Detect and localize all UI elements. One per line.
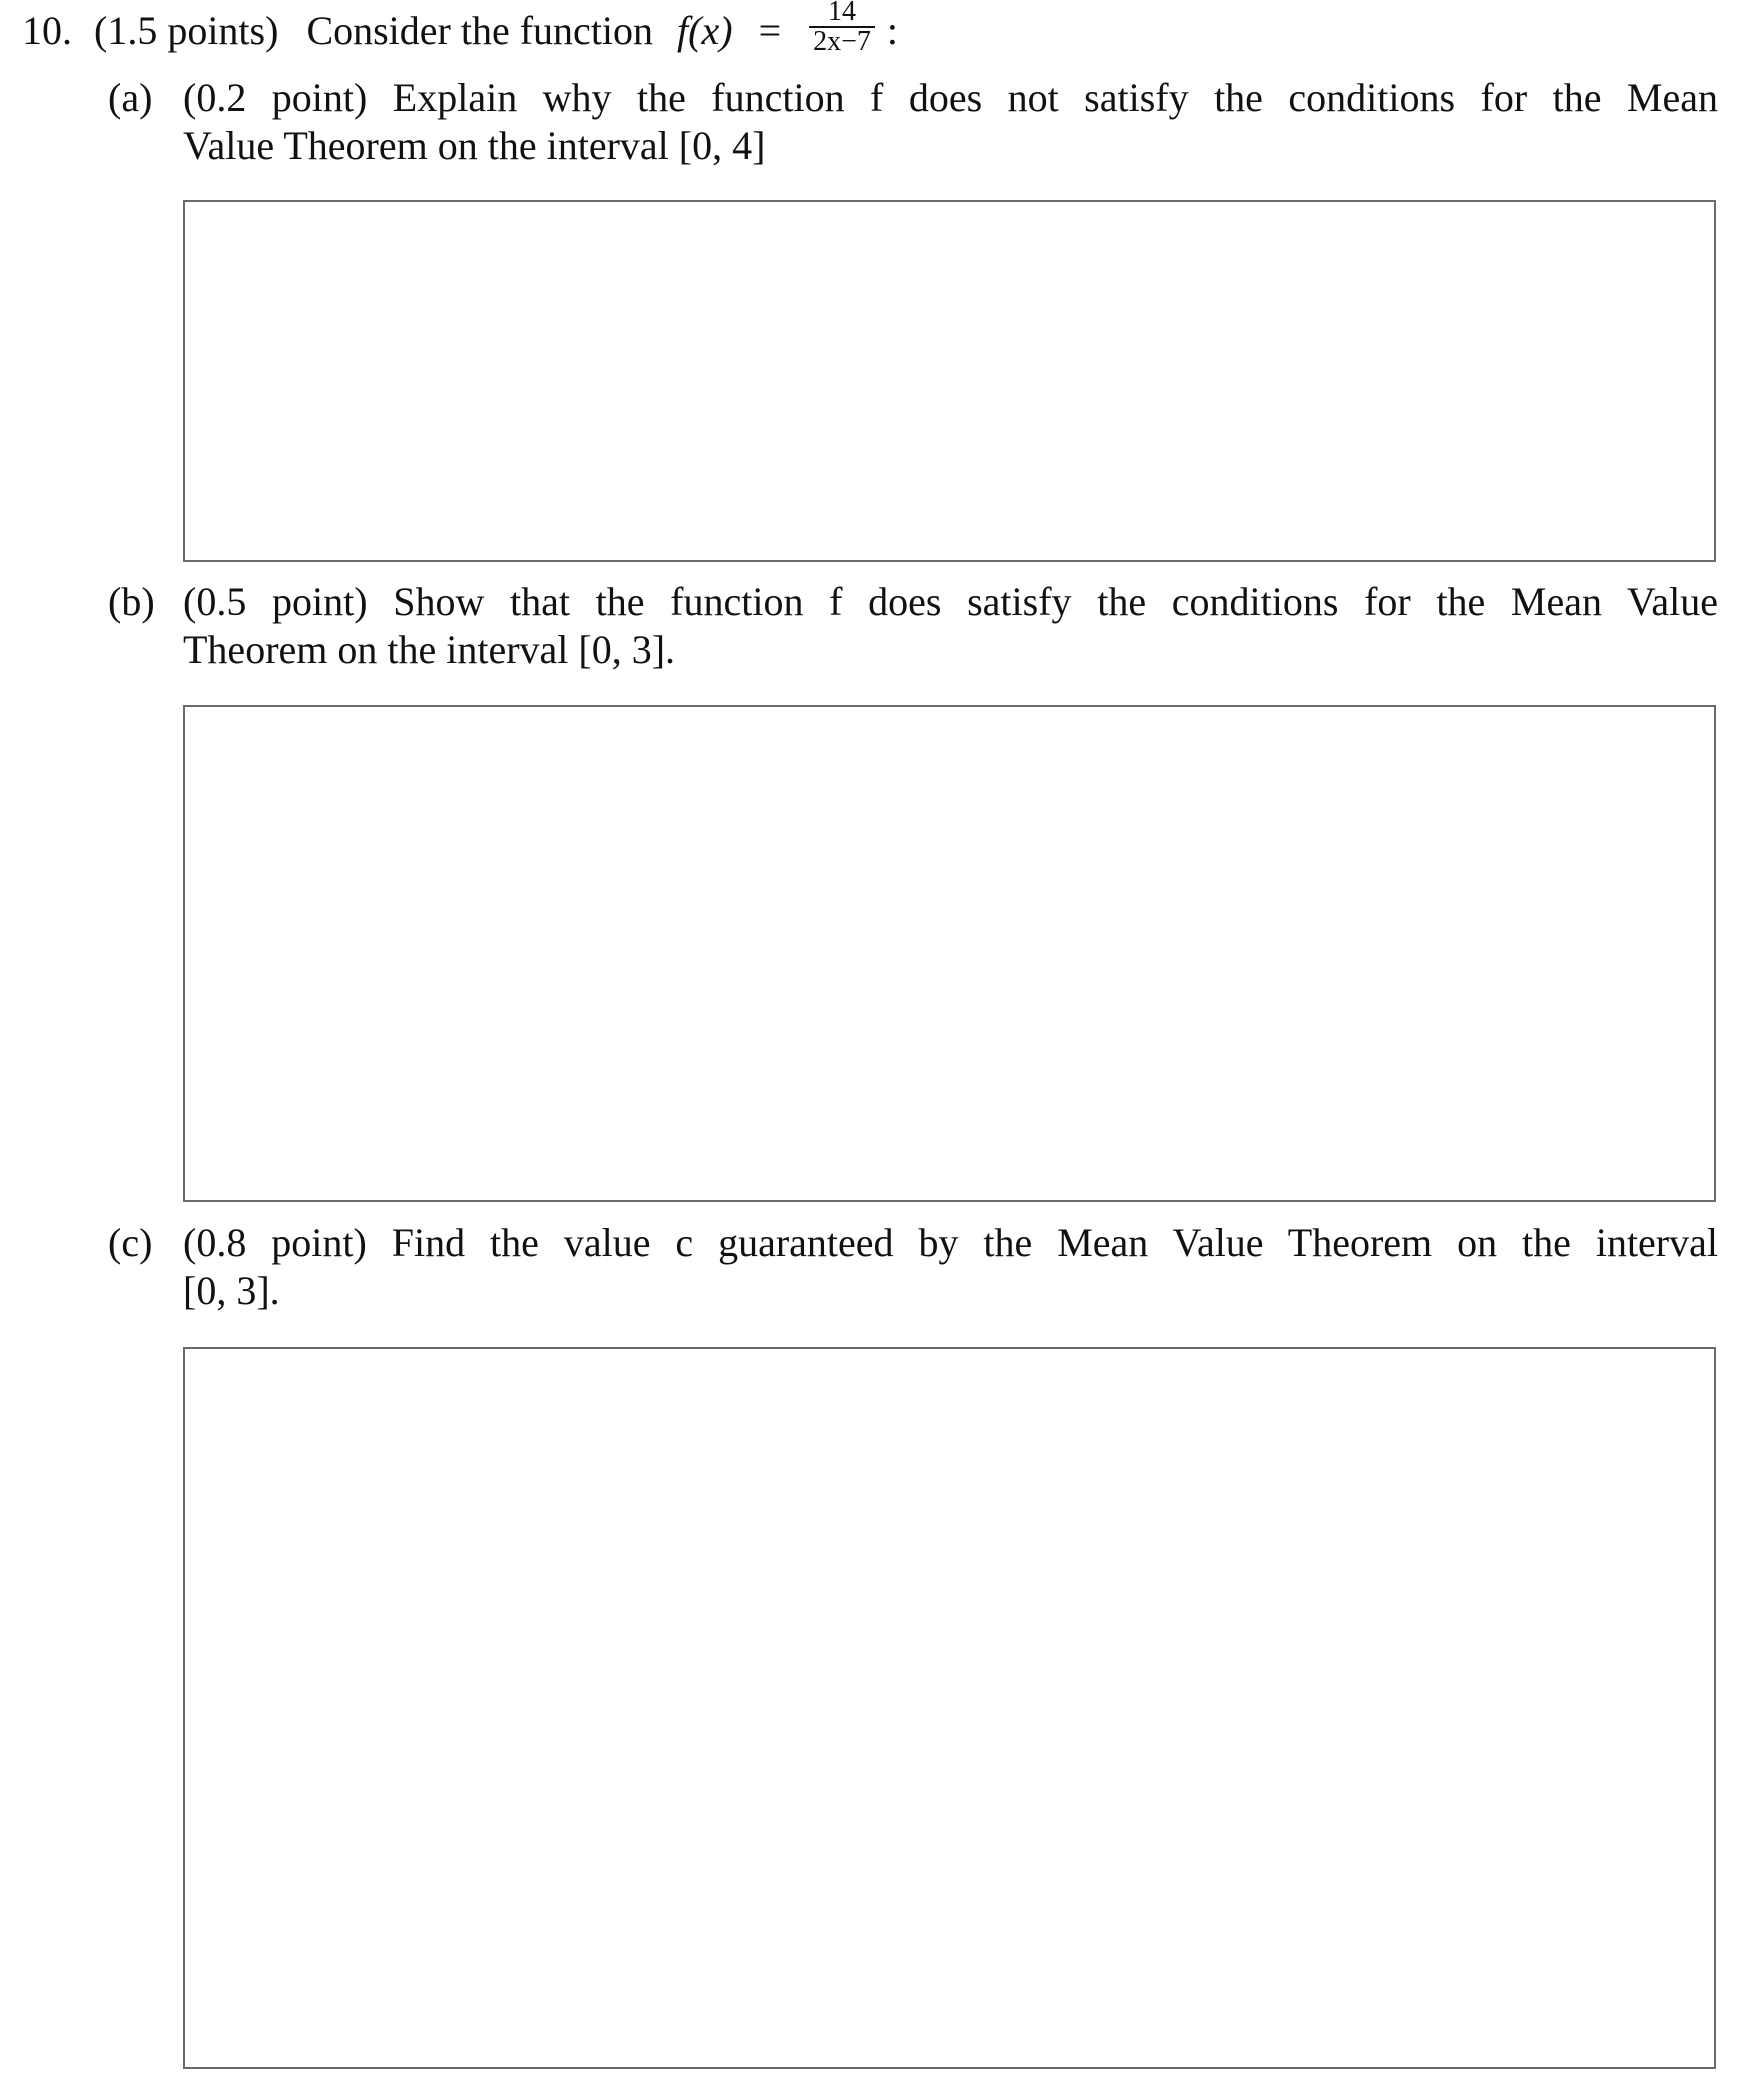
part-b-label: (b)	[108, 579, 155, 624]
function-fraction	[809, 0, 875, 56]
part-c-label: (c)	[108, 1220, 153, 1265]
question-number: 10.	[22, 8, 72, 54]
part-a-line-2: Value Theorem on the interval [0, 4]	[183, 123, 766, 168]
part-b-line-2: Theorem on the interval [0, 3].	[183, 627, 676, 672]
part-c-answer-box[interactable]	[183, 1347, 1716, 2069]
equals-sign: =	[758, 8, 782, 54]
header-colon: :	[886, 8, 899, 54]
question-header	[22, 0, 899, 64]
function-lhs: f(x)	[677, 8, 733, 54]
part-a-answer-box[interactable]	[183, 200, 1716, 562]
question-lead-text: Consider the function	[306, 8, 654, 54]
part-c-line-2: [0, 3].	[183, 1268, 280, 1313]
part-a-line-1: (0.2 point) Explain why the function f does not satisfy the conditions for the Mean	[183, 75, 1718, 120]
fraction-numerator: 14	[809, 0, 875, 28]
part-b-line-1: (0.5 point) Show that the function f does satisfy the conditions for the Mean Value	[183, 579, 1718, 624]
part-b-answer-box[interactable]	[183, 705, 1716, 1202]
part-a-label: (a)	[108, 75, 153, 120]
question-points: (1.5 points)	[94, 8, 279, 54]
fraction-denominator: 2x−7	[813, 26, 871, 57]
part-c-line-1: (0.8 point) Find the value c guaranteed by the Mean Value Theorem on the interval	[183, 1220, 1718, 1265]
